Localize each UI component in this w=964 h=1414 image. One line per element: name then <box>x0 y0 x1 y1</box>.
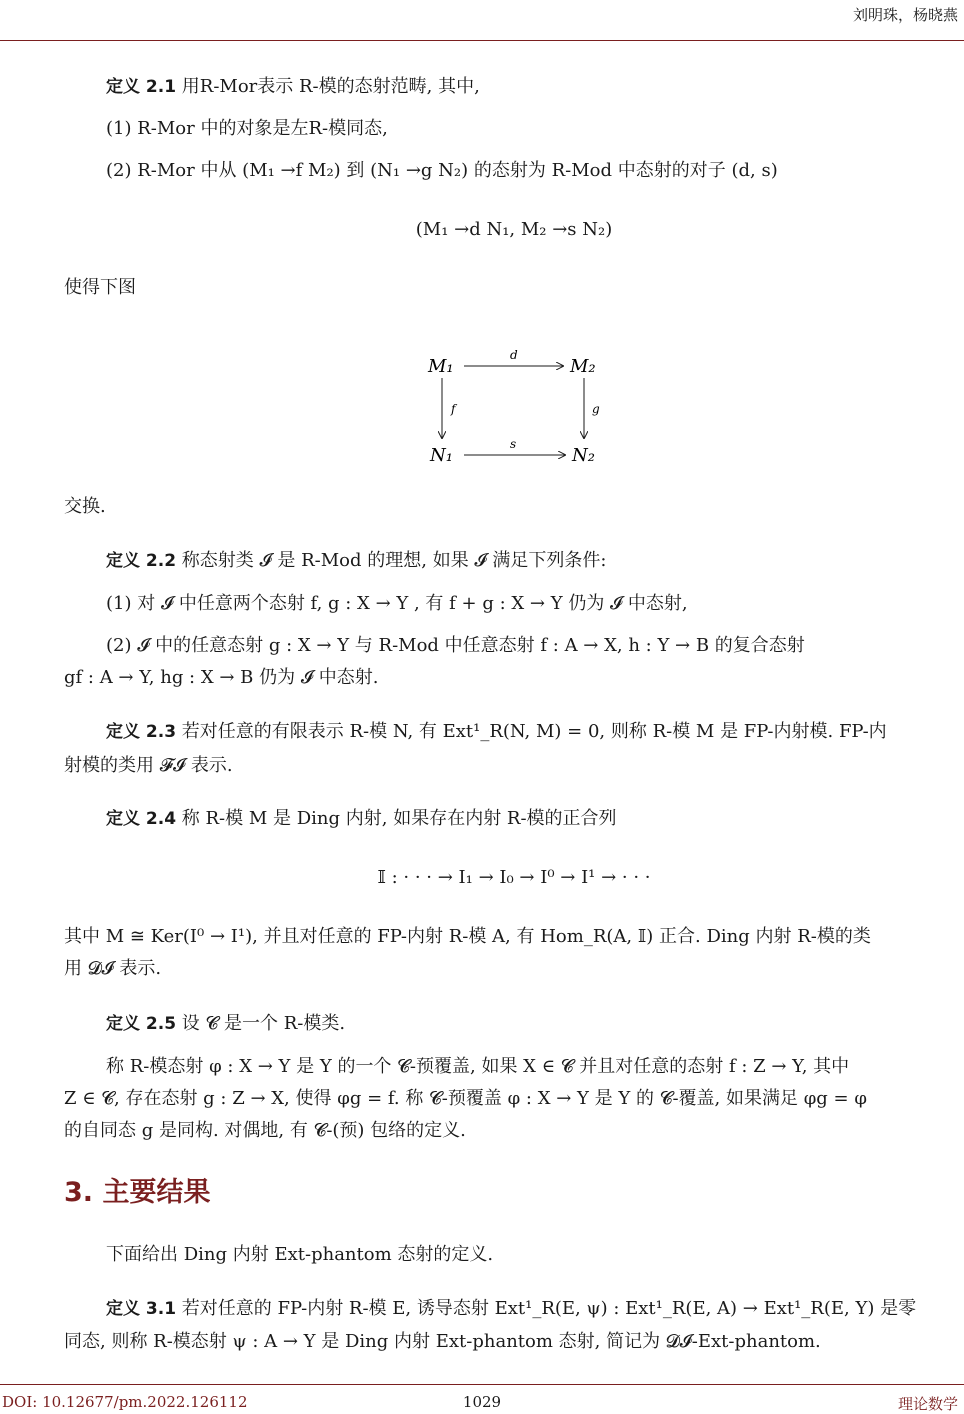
display-equation: 𝕀 : · · · → I₁ → I₀ → I⁰ → I¹ → · · · <box>377 867 651 888</box>
definition-text: 若对任意的 FP-内射 R-模 E, 诱导态射 Ext¹_R(E, ψ) : Ext¹_R(E, A) → Ext¹_R(E, Y) 是零 <box>181 1298 917 1319</box>
definition-label: 定义 2.5 <box>106 1014 177 1034</box>
definition-label: 定义 2.4 <box>106 809 177 829</box>
footer-journal: 理论数学 <box>897 1395 958 1413</box>
label-f: f <box>451 402 456 416</box>
footer-rule <box>0 1384 964 1385</box>
definition-label: 定义 3.1 <box>106 1299 177 1319</box>
display-equation: (M₁ →d N₁, M₂ →s N₂) <box>415 219 613 240</box>
definition-text: 若对任意的有限表示 R-模 N, 有 Ext¹_R(N, M) = 0, 则称 R-模 M 是 FP-内射模. FP-内 <box>181 721 887 742</box>
definition-2-1 <box>106 71 964 103</box>
definition-continued: 射模的类用 𝓕𝓘 表示. <box>64 755 233 776</box>
diagram-node-n2: N₂ <box>572 445 595 466</box>
footer-doi: DOI: 10.12677/pm.2022.126112 <box>2 1393 248 1411</box>
definition-label: 定义 2.2 <box>106 551 177 571</box>
paragraph: 称 R-模态射 φ : X → Y 是 Y 的一个 𝓒-预覆盖, 如果 X ∈ 𝓒 并且对任意的态射 f : Z → Y, 其中 <box>106 1056 850 1077</box>
definition-label: 定义 2.1 <box>106 77 177 97</box>
paragraph: 其中 M ≅ Ker(I⁰ → I¹), 并且对任意的 FP-内射 R-模 A, 有 Hom_R(A, 𝕀) 正合. Ding 内射 R-模的类 <box>64 926 871 947</box>
item-continued: gf : A → Y, hg : X → B 仍为 𝓘 中态射. <box>64 667 379 688</box>
item: (2) R-Mor 中从 (M₁ →f M₂) 到 (N₁ →g N₂) 的态射为 R-Mod 中态射的对子 (d, s) <box>106 160 778 181</box>
diagram-node-m2: M₂ <box>570 356 596 377</box>
definition-2-2 <box>106 545 964 577</box>
label-d: d <box>510 348 518 362</box>
item: (2) 𝓘 中的任意态射 g : X → Y 与 R-Mod 中任意态射 f : A → X, h : Y → B 的复合态射 <box>106 635 805 656</box>
definition-continued: 同态, 则称 R-模态射 ψ : A → Y 是 Ding 内射 Ext-phantom 态射, 简记为 𝓓𝓘-Ext-phantom. <box>64 1331 821 1352</box>
label-g: g <box>592 402 600 416</box>
definition-text: 用R-Mor表示 R-模的态射范畴, 其中, <box>181 76 480 97</box>
header-rule <box>0 40 964 41</box>
paragraph: 用 𝓓𝓘 表示. <box>64 958 162 979</box>
label-s: s <box>510 437 517 451</box>
section-heading: 3. 主要结果 <box>64 1177 211 1208</box>
definition-text: 设 𝓒 是一个 R-模类. <box>181 1013 346 1034</box>
paragraph: 使得下图 <box>64 277 136 298</box>
commutative-diagram <box>420 340 610 470</box>
definition-2-4 <box>106 803 964 835</box>
definition-2-3 <box>106 716 964 748</box>
paragraph: 下面给出 Ding 内射 Ext-phantom 态射的定义. <box>106 1244 494 1265</box>
definition-text: 称态射类 𝓘 是 R-Mod 的理想, 如果 𝓘 满足下列条件: <box>181 550 607 571</box>
diagram-node-n1: N₁ <box>430 445 453 466</box>
definition-3-1 <box>106 1293 964 1325</box>
paragraph: Z ∈ 𝓒, 存在态射 g : Z → X, 使得 φg = f. 称 𝓒-预覆盖 φ : X → Y 是 Y 的 𝓒-覆盖, 如果满足 φg = φ <box>64 1088 867 1109</box>
paragraph: 交换. <box>64 496 106 517</box>
footer-page-number: 1029 <box>462 1393 502 1411</box>
definition-label: 定义 2.3 <box>106 722 177 742</box>
diagram-node-m1: M₁ <box>428 356 454 377</box>
running-header: 刘明珠，杨晓燕 <box>852 6 958 24</box>
definition-text: 称 R-模 M 是 Ding 内射, 如果存在内射 R-模的正合列 <box>181 808 617 829</box>
paragraph: 的自同态 g 是同构. 对偶地, 有 𝓒-(预) 包络的定义. <box>64 1120 466 1141</box>
item: (1) 对 𝓘 中任意两个态射 f, g : X → Y , 有 f + g : X → Y 仍为 𝓘 中态射, <box>106 593 688 614</box>
item: (1) R-Mor 中的对象是左R-模同态, <box>106 118 388 139</box>
definition-2-5 <box>106 1008 964 1040</box>
